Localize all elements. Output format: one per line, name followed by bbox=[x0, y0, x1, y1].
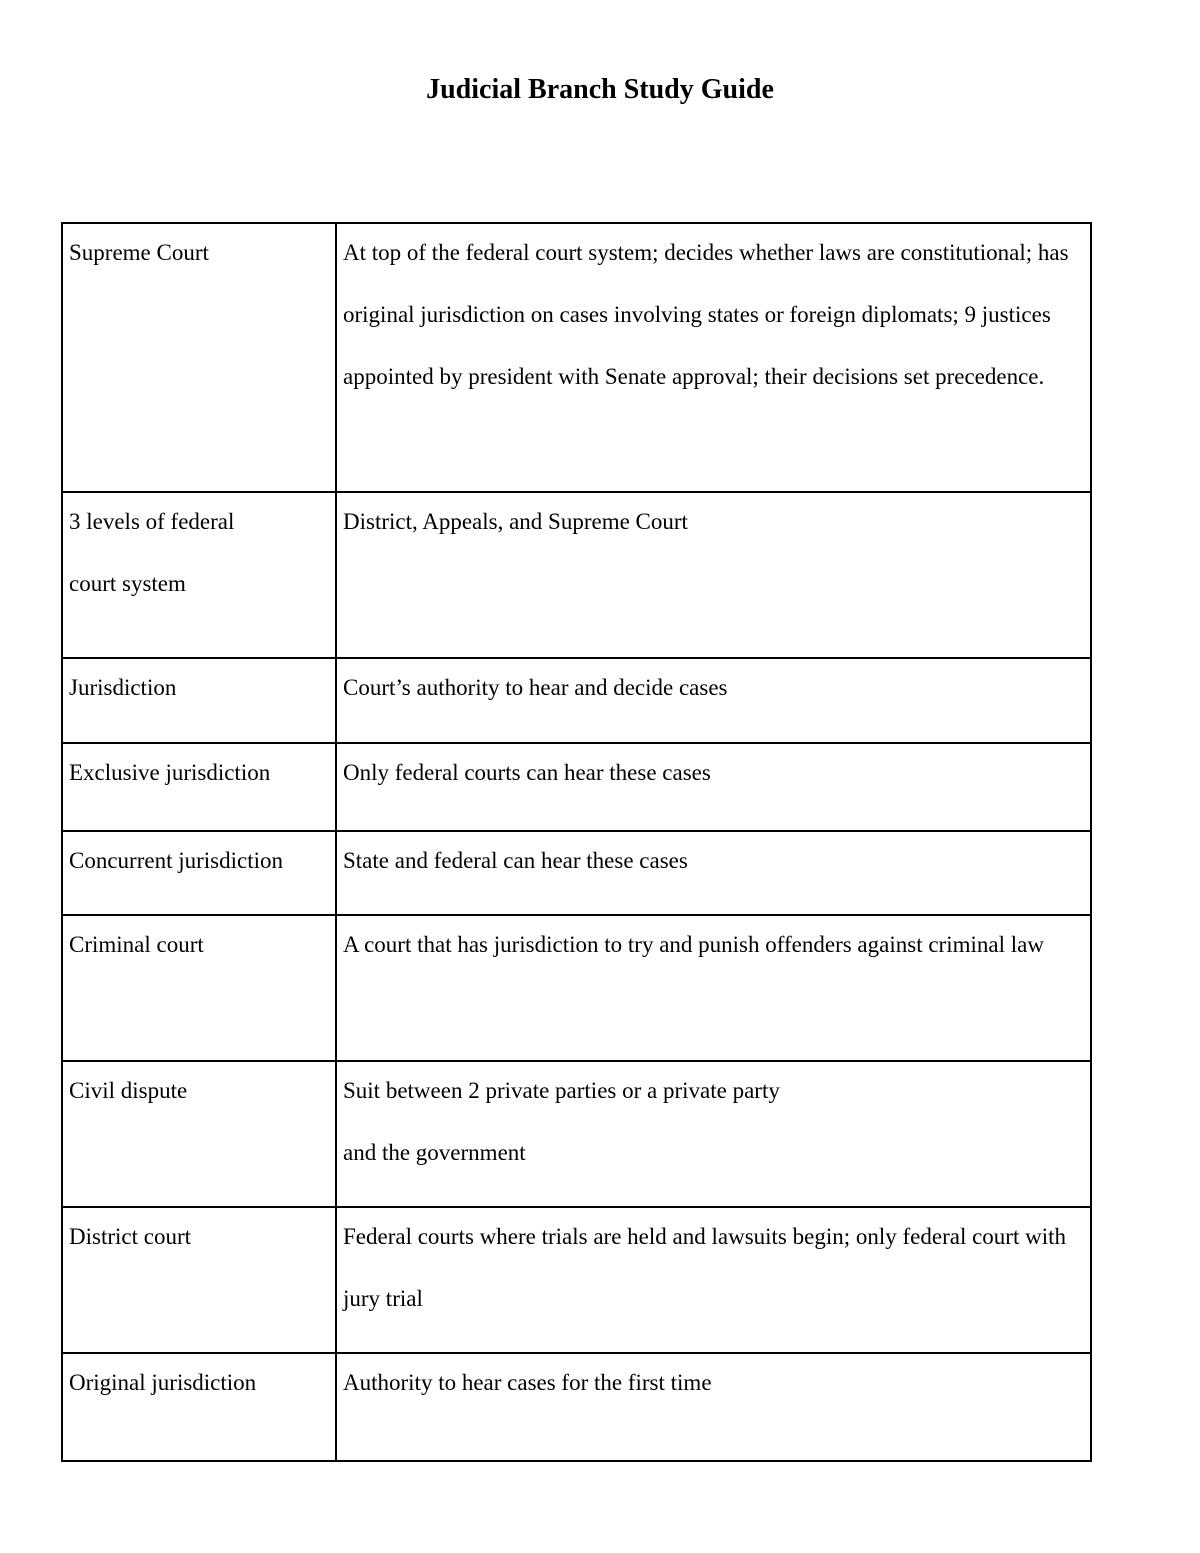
definition-cell: District, Appeals, and Supreme Court bbox=[336, 492, 1091, 658]
definition-cell: A court that has jurisdiction to try and punish offenders against criminal law bbox=[336, 915, 1091, 1061]
definition-cell: Federal courts where trials are held and lawsuits begin; only federal court with jury trial bbox=[336, 1207, 1091, 1353]
definition-cell: Suit between 2 private parties or a private party and the government bbox=[336, 1061, 1091, 1207]
term-cell: Original jurisdiction bbox=[62, 1353, 336, 1461]
table-row bbox=[62, 915, 1091, 1061]
term-cell: Criminal court bbox=[62, 915, 336, 1061]
definition-cell: State and federal can hear these cases bbox=[336, 831, 1091, 915]
term-cell: District court bbox=[62, 1207, 336, 1353]
term-cell: Concurrent jurisdiction bbox=[62, 831, 336, 915]
term-cell: Civil dispute bbox=[62, 1061, 336, 1207]
definition-cell: Court’s authority to hear and decide cases bbox=[336, 658, 1091, 743]
term-cell: Jurisdiction bbox=[62, 658, 336, 743]
table-row bbox=[62, 492, 1091, 658]
term-cell: Supreme Court bbox=[62, 223, 336, 492]
page-title: Judicial Branch Study Guide bbox=[426, 74, 774, 105]
definition-cell: At top of the federal court system; decides whether laws are constitutional; has original jurisdiction on cases involving states or foreign diplomats; 9 justices appointed by president with Senate approval; their decisions set precedence. bbox=[336, 223, 1091, 492]
table-row bbox=[62, 1061, 1091, 1207]
table-row bbox=[62, 658, 1091, 743]
table-row bbox=[62, 1353, 1091, 1461]
table-row bbox=[62, 223, 1091, 492]
definition-cell: Only federal courts can hear these cases bbox=[336, 743, 1091, 831]
definition-cell: Authority to hear cases for the first time bbox=[336, 1353, 1091, 1461]
term-cell: 3 levels of federal court system bbox=[62, 492, 336, 658]
table-row bbox=[62, 831, 1091, 915]
table-row bbox=[62, 1207, 1091, 1353]
table-row bbox=[62, 743, 1091, 831]
study-guide-table bbox=[61, 222, 1092, 1462]
term-cell: Exclusive jurisdiction bbox=[62, 743, 336, 831]
